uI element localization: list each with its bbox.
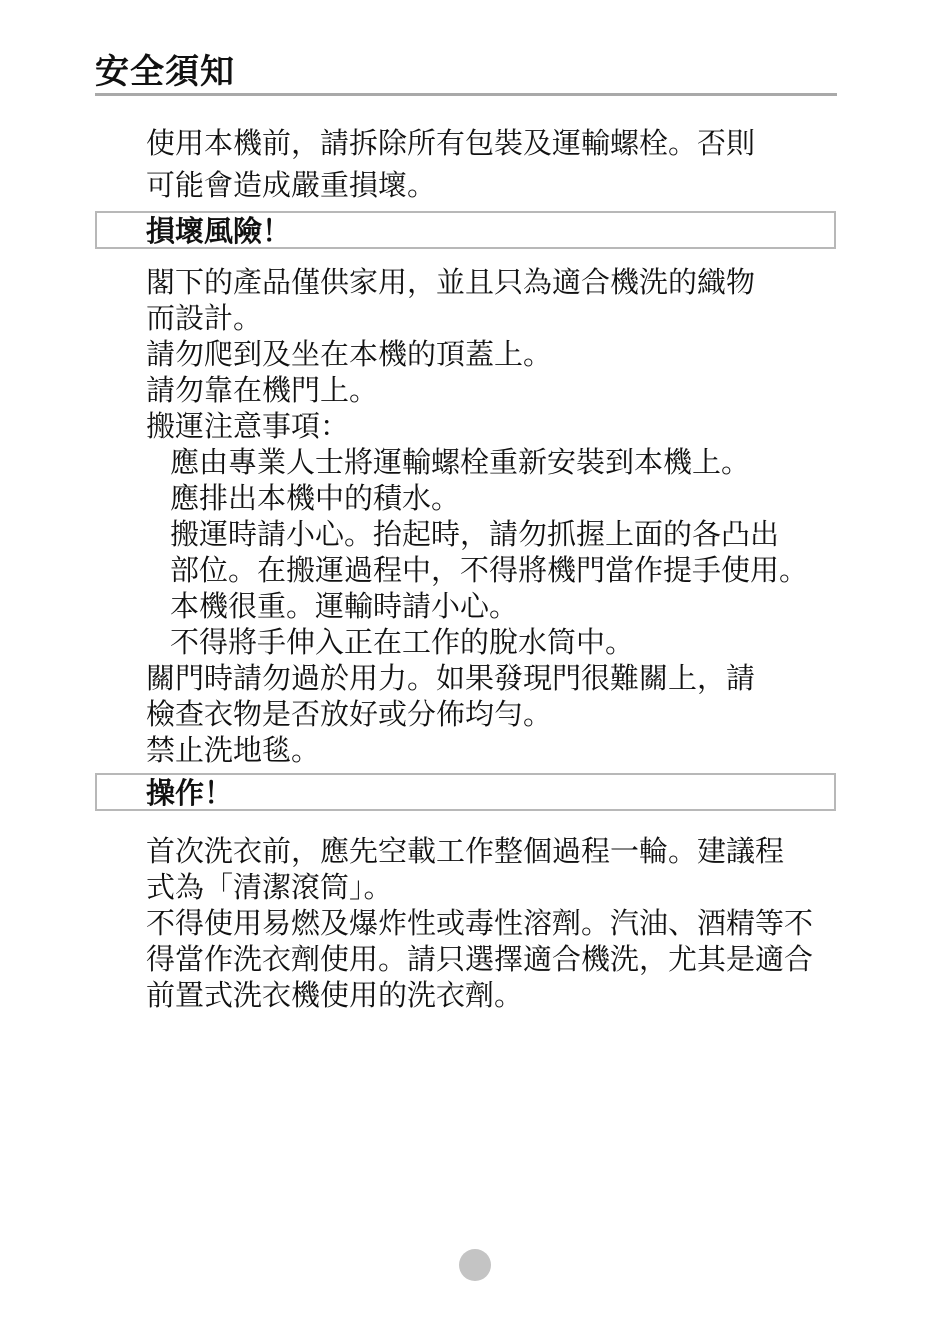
- list-item: 首次洗衣前，應先空載工作整個過程一輪。建議程: [146, 834, 785, 868]
- operation-list: [146, 833, 813, 1013]
- list-item: 搬運注意事項：: [146, 409, 350, 443]
- section-header-damage-risk: [95, 211, 836, 249]
- list-item: 部位。在搬運過程中，不得將機門當作提手使用。: [170, 553, 809, 587]
- page-number-marker: [459, 1249, 491, 1281]
- list-item: 應由專業人士將運輸螺栓重新安裝到本機上。: [170, 445, 751, 479]
- title-divider: [95, 93, 837, 96]
- list-item: 不得將手伸入正在工作的脫水筒中。: [170, 625, 635, 659]
- page-title: 安全須知: [95, 52, 235, 92]
- damage-risk-list: [146, 264, 808, 768]
- intro-paragraph: [146, 122, 755, 206]
- list-item: 本機很重。運輸時請小心。: [170, 589, 519, 623]
- list-item: 式為「清潔滾筒」。: [146, 870, 393, 904]
- list-item: 閣下的產品僅供家用，並且只為適合機洗的織物: [146, 265, 756, 299]
- list-item: 而設計。: [146, 301, 263, 335]
- list-item: 請勿爬到及坐在本機的頂蓋上。: [146, 337, 553, 371]
- section-heading: 損壞風險！: [146, 214, 292, 248]
- section-header-operation: [95, 773, 836, 811]
- list-item: 禁止洗地毯。: [146, 733, 321, 767]
- list-item: 請勿靠在機門上。: [146, 373, 379, 407]
- intro-line: 可能會造成嚴重損壞。: [146, 168, 437, 202]
- list-item: 不得使用易燃及爆炸性或毒性溶劑。汽油、酒精等不: [146, 906, 814, 940]
- list-item: 檢查衣物是否放好或分佈均勻。: [146, 697, 553, 731]
- list-item: 關門時請勿過於用力。如果發現門很難關上，請: [146, 661, 756, 695]
- intro-line: 使用本機前，請拆除所有包裝及運輸螺栓。否則: [146, 126, 756, 160]
- list-item: 應排出本機中的積水。: [170, 481, 461, 515]
- section-heading: 操作！: [146, 776, 234, 810]
- list-item: 搬運時請小心。抬起時，請勿抓握上面的各凸出: [170, 517, 780, 551]
- list-item: 前置式洗衣機使用的洗衣劑。: [146, 978, 524, 1012]
- list-item: 得當作洗衣劑使用。請只選擇適合機洗，尤其是適合: [146, 942, 814, 976]
